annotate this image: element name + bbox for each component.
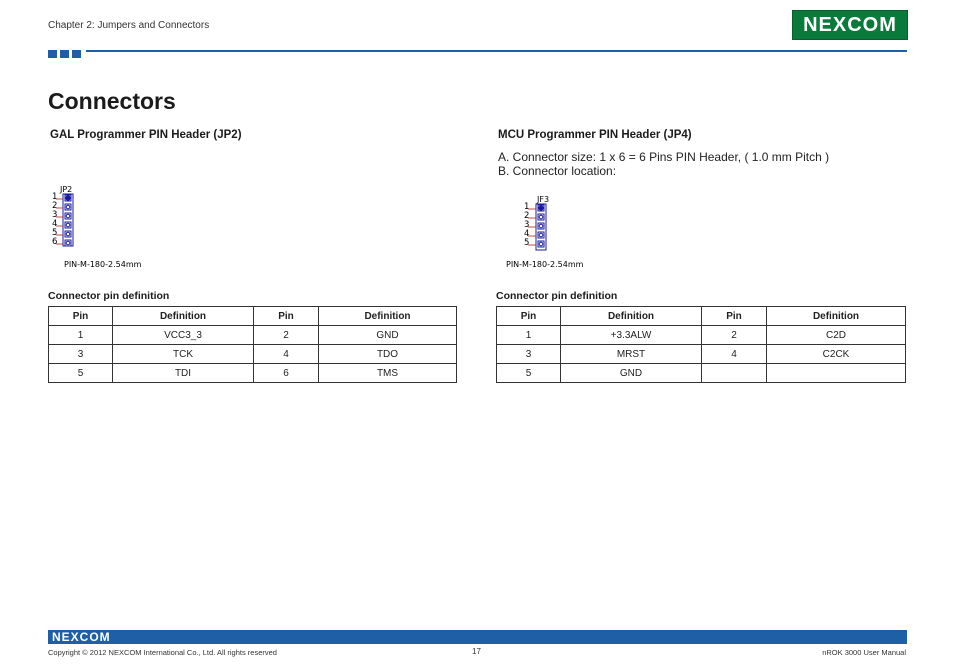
jp2-diagram — [48, 184, 158, 274]
cell: TCK — [113, 345, 254, 364]
pin-number: 6 — [52, 237, 58, 247]
header-rule — [86, 50, 907, 52]
table-row — [497, 364, 906, 383]
pin-hole — [66, 196, 70, 200]
pin-hole — [66, 232, 70, 236]
pin-number: 2 — [524, 211, 530, 221]
col-pin: Pin — [497, 307, 561, 326]
cell: C2D — [767, 326, 906, 345]
mcu-table-caption: Connector pin definition — [496, 290, 618, 302]
pin-number: 3 — [524, 220, 530, 230]
pin-hole — [539, 233, 543, 237]
cell: 2 — [702, 326, 767, 345]
pin-number: 3 — [52, 210, 58, 220]
connector-size-text: A. Connector size: 1 x 6 = 6 Pins PIN Header, ( 1.0 mm Pitch ) — [498, 150, 830, 164]
pin-hole — [539, 215, 543, 219]
cell: VCC3_3 — [113, 326, 254, 345]
cell: 1 — [497, 326, 561, 345]
table-row — [49, 345, 457, 364]
jp4-ref: JF3 — [537, 195, 550, 204]
cell: 3 — [497, 345, 561, 364]
col-definition: Definition — [319, 307, 457, 326]
pin-hole — [539, 224, 543, 228]
cell: 6 — [254, 364, 319, 383]
jp4-diagram — [505, 194, 615, 274]
mcu-pin-table — [496, 306, 906, 383]
copyright: Copyright © 2012 NEXCOM International Co., Ltd. All rights reserved — [48, 648, 277, 657]
cell: TMS — [319, 364, 457, 383]
chapter-title: Chapter 2: Jumpers and Connectors — [48, 20, 210, 31]
cell: TDO — [319, 345, 457, 364]
pin-hole — [539, 242, 543, 246]
footer-logo: NEXCOM — [52, 630, 111, 644]
cell: GND — [561, 364, 702, 383]
table-row — [497, 345, 906, 364]
cell: MRST — [561, 345, 702, 364]
col-pin: Pin — [702, 307, 767, 326]
col-definition: Definition — [561, 307, 702, 326]
col-definition: Definition — [113, 307, 254, 326]
cell: C2CK — [767, 345, 906, 364]
cell — [767, 364, 906, 383]
cell: 2 — [254, 326, 319, 345]
page-number: 17 — [472, 647, 481, 656]
cell: TDI — [113, 364, 254, 383]
cell: 4 — [254, 345, 319, 364]
cell: 5 — [497, 364, 561, 383]
pin-number: 1 — [52, 192, 58, 202]
pin-hole — [66, 205, 70, 209]
cell: 3 — [49, 345, 113, 364]
pin-hole — [66, 241, 70, 245]
connector-location-text: B. Connector location: — [498, 164, 617, 178]
col-pin: Pin — [254, 307, 319, 326]
jp2-part: PIN-M-180-2.54mm — [64, 260, 142, 269]
cell — [702, 364, 767, 383]
pin-number: 2 — [52, 201, 58, 211]
table-row — [497, 326, 906, 345]
manual-name: nROK 3000 User Manual — [822, 648, 906, 657]
col-pin: Pin — [49, 307, 113, 326]
table-row — [49, 326, 457, 345]
pin-hole — [66, 214, 70, 218]
pin-number: 5 — [524, 238, 530, 248]
pin-number: 5 — [52, 228, 58, 238]
cell: GND — [319, 326, 457, 345]
jp4-part: PIN-M-180-2.54mm — [506, 260, 584, 269]
mcu-heading: MCU Programmer PIN Header (JP4) — [498, 129, 692, 141]
gal-heading: GAL Programmer PIN Header (JP2) — [50, 129, 242, 141]
gal-table-caption: Connector pin definition — [48, 290, 170, 302]
table-row — [49, 364, 457, 383]
header-squares — [48, 50, 81, 58]
cell: +3.3ALW — [561, 326, 702, 345]
nexcom-logo: NEXCOM — [792, 10, 908, 40]
pin-number: 4 — [524, 229, 530, 239]
cell: 1 — [49, 326, 113, 345]
pin-hole — [539, 206, 543, 210]
page-title: Connectors — [48, 88, 176, 114]
col-definition: Definition — [767, 307, 906, 326]
pin-number: 4 — [52, 219, 58, 229]
pin-number: 1 — [524, 202, 530, 212]
pin-hole — [66, 223, 70, 227]
jp2-ref: JP2 — [60, 185, 73, 194]
cell: 5 — [49, 364, 113, 383]
cell: 4 — [702, 345, 767, 364]
gal-pin-table — [48, 306, 457, 383]
footer-bar — [48, 630, 907, 644]
